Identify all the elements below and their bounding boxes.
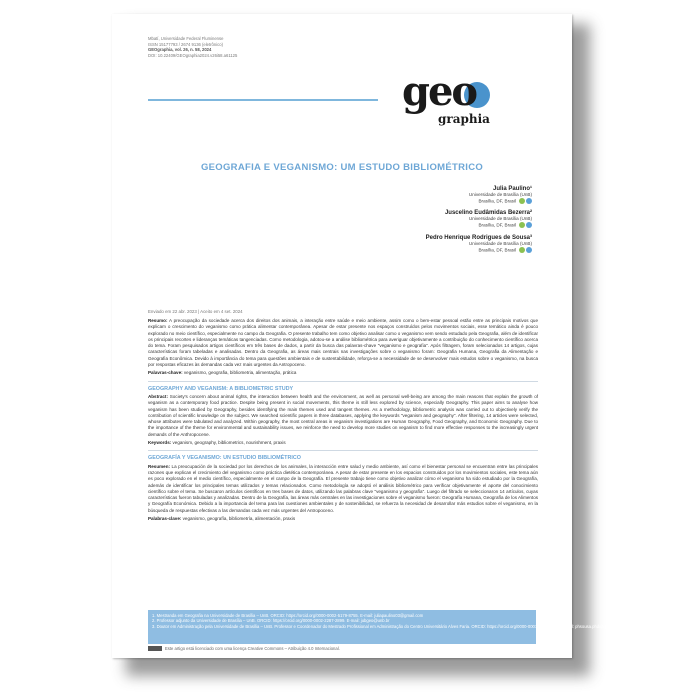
- spanish-heading: GEOGRAFÍA Y VEGANISMO: UN ESTUDIO BIBLIOMÉTRICO: [148, 455, 301, 462]
- email-icon[interactable]: [526, 222, 532, 228]
- resumen-keywords: [148, 516, 538, 522]
- meta-line-1: Mbatí, Universidade Federal Fluminense: [148, 36, 224, 41]
- kw-text: veganismo, geografia, bibliometria, alimentação, prática: [183, 370, 297, 376]
- author-affiliation: Universidade de Brasília (UnB): [468, 216, 532, 222]
- resumo-label: Resumo:: [148, 318, 168, 323]
- footnote-3: 3. Doutor em Administração pela Universidade de Brasília – UnB. Professor e Coordenador do Mestrado Profissional em Administração do Centro Universitário Alves Faria. ORCID: https://orcid.org/0000-0001-7208-4416. E-mail: phsousa.phd@gmail.com: [152, 623, 623, 629]
- orcid-icon[interactable]: [519, 247, 525, 253]
- orcid-icon[interactable]: [519, 222, 525, 228]
- license-text: Este artigo está licenciado com uma licença Creative Commons – Atribuição 4.0 Internacional.: [165, 646, 340, 651]
- meta-line-2: ISSN 15177793 / 2674 9136 (eletrônico): [148, 41, 223, 47]
- meta-line-4: DOI: 10.22409/GEOgraphia2024.v26i58.a61125: [148, 52, 238, 58]
- footnote-1: 1. Mestranda em Geografia na Universidade de Brasília – UnB. ORCID: https://orcid.org/0000-0002-5179-8755. E-mail: juliapaulino03@gmail.com: [152, 613, 424, 618]
- divider: [148, 450, 538, 451]
- author-1: [332, 186, 532, 204]
- abstract-text: Society's concern about animal rights, the interaction between health and the environment, as well as personal well-being are among the main reasons that explain the growth of veganism as a contemporary food practice. Despite being present in social movements, this theme is still less explored by science, especially Geography. This paper aims to analyse how veganism has been studied by Geography, besides identifying the main themes used and tangent themes. As a methodology, bibliometric analysis was carried out to objectively verify the contribution of scientific knowledge on the subject. We searched scientific papers in three databases, applying the keywords "veganism and geography". After filtering, 14 articles were selected, whose attributes were tabulated and analyzed. Within geography, the most central areas in veganism investigations are Human Geography, Food Geography, and Economic Geography. Due to the importance of the theme for environmental and sustainability issues, we reinforce the need to develop more studies on veganism to find more effective responses to the increasingly urgent demands of the Anthropocene.: [148, 393, 538, 437]
- abstract-paragraph: [148, 394, 538, 438]
- author-location: Brasília, DF, Brasil: [478, 246, 516, 252]
- document-page: [112, 14, 623, 658]
- author-name: Juscelino Eudâmidas Bezerra²: [444, 210, 532, 217]
- author-location: Brasília, DF, Brasil: [478, 222, 516, 228]
- license-line: [148, 646, 536, 651]
- resumo-text: A preocupação da sociedade acerca dos direitos dos animais, a interação entre saúde e meio ambiente, assim como o bem-estar pessoal estão entre as principais motivos que explicam o crescimento do veganismo como prática alimentar contemporânea. Apesar de estar presente nos espaços construídos pelos movimentos sociais, esse temático ainda é pouco explorado no meio científico, especialmente no campo da Geografia. O presente trabalho tem como objetivo analisar como o veganismo vem sendo estudado pela Geografia, além de identificar os principais recortes e lideranças temáticas tangenciadas. Como metodologia, adotou-se a análise bibliométrica para averiguar objetivamente a contribuição do conhecimento científico acerca do tema. Foram pesquisados artigos científicos em três bases de dados, a partir da busca das palavras-chave "veganismo e geografia". Após filtragem, foram selecionados 14 artigos, cujas características foram tabeladas e analisadas. Dentro da Geografia, as áreas mais centrais nas investigações sobre o veganismo foram: Geografia Humana, Geografia da Alimentação e Geografia Econômica. Devido à importância do tema para questões ambientais e de sustentabilidade, reforça-se a necessidade de se desenvolver mais estudos sobre o veganismo, na busca por respostas eficazes às demandas cada vez mais urgentes da Antropoceno.: [148, 318, 538, 368]
- kw-label: Keywords:: [148, 440, 172, 446]
- submission-dates: Enviado em 22 abr. 2023 | Aceito em 4 set. 2024: [148, 309, 243, 314]
- resumen-label: Resumen:: [148, 463, 170, 469]
- orcid-icon[interactable]: [519, 198, 525, 204]
- kw-text: veganismo, geografía, bibliometría, alimentación, praxis: [182, 516, 296, 522]
- authors-block: [332, 186, 532, 259]
- logo-sub: graphia: [438, 112, 490, 126]
- resumo-keywords: [148, 370, 538, 376]
- author-2: [332, 210, 532, 228]
- resumen-paragraph: [148, 464, 538, 514]
- creative-commons-icon[interactable]: [148, 646, 162, 651]
- meta-line-3: GEOgraphia, vol. 26, n. 58, 2024: [148, 47, 212, 53]
- abstract-label: Abstract:: [148, 393, 168, 399]
- abstracts-body: [148, 318, 538, 526]
- header-rule: [148, 99, 378, 101]
- kw-text: veganism, geography, bibliometrics, nourishment, praxis: [172, 440, 286, 446]
- author-affiliation: Universidade de Brasília (UnB): [468, 240, 532, 246]
- footnote-2: 2. Professor adjunto da Universidade de Brasília – UnB. ORCID: https://orcid.org/0000-0002-2287-2899. E-mail: jubgeo@unb.br: [152, 618, 390, 624]
- kw-label: Palabras-clave:: [148, 516, 182, 522]
- resumo-paragraph: [148, 318, 538, 368]
- email-icon[interactable]: [526, 247, 532, 253]
- english-heading: GEOGRAPHY AND VEGANISM: A BIBLIOMETRIC STUDY: [148, 385, 294, 392]
- journal-meta: [148, 36, 237, 58]
- logo-word: geo: [402, 68, 477, 115]
- kw-label: Palavras-chave:: [148, 370, 183, 376]
- author-3: [332, 235, 532, 253]
- author-affiliation: Universidade de Brasília (UnB): [468, 192, 532, 197]
- email-icon[interactable]: [526, 198, 532, 204]
- author-name: Pedro Henrique Rodrigues de Sousa³: [425, 234, 532, 241]
- abstract-keywords: [148, 440, 538, 446]
- geographia-logo: [402, 68, 502, 142]
- article-title: GEOGRAFIA E VEGANISMO: UM ESTUDO BIBLIOMÉTRICO: [200, 162, 484, 173]
- resumen-text: La preocupación de la sociedad por los derechos de los animales, la interacción entre salud y medio ambiente, así como el bienestar personal se encuentran entre las principales razones que explican el crecimiento del veganismo como práctica dietética contemporánea. A pesar de estar presente en los espacios construidos por los movimientos sociales, este tema aún es poco explorado en el medio científico, especialmente en el campo de la Geografía. El presente trabajo tiene como objetivo analizar cómo el veganismo ha sido estudiado por la Geografía, además de identificar los principales temas utilizados y temas relacionados. Como metodología se adoptó el análisis bibliométrico para verificar objetivamente el aporte del conocimiento científico sobre el tema. Se buscaron artículos científicos en tres bases de datos, utilizando las palabras clave "veganismo y geografía". Luego del filtrado se seleccionaron 14 artículos, cuyas características fueron tabuladas y analizadas. Dentro de la Geografía, las áreas más centrales en las investigaciones sobre el veganismo fueron: Geografía Humana, Geografía de los Alimentos y Geografía Económica. Debido a la importancia del tema para las cuestiones ambientales y de sostenibilidad, se refuerza la necesidad de desarrollar más estudios sobre el veganismo, en la búsqueda de respuestas efectivas a las demandas cada vez más urgentes del Antropoceno.: [148, 463, 538, 513]
- author-name: Julia Paulino¹: [492, 186, 532, 192]
- footnotes-box: [148, 610, 623, 644]
- author-location: Brasília, DF, Brasil: [478, 198, 516, 204]
- divider: [148, 381, 538, 382]
